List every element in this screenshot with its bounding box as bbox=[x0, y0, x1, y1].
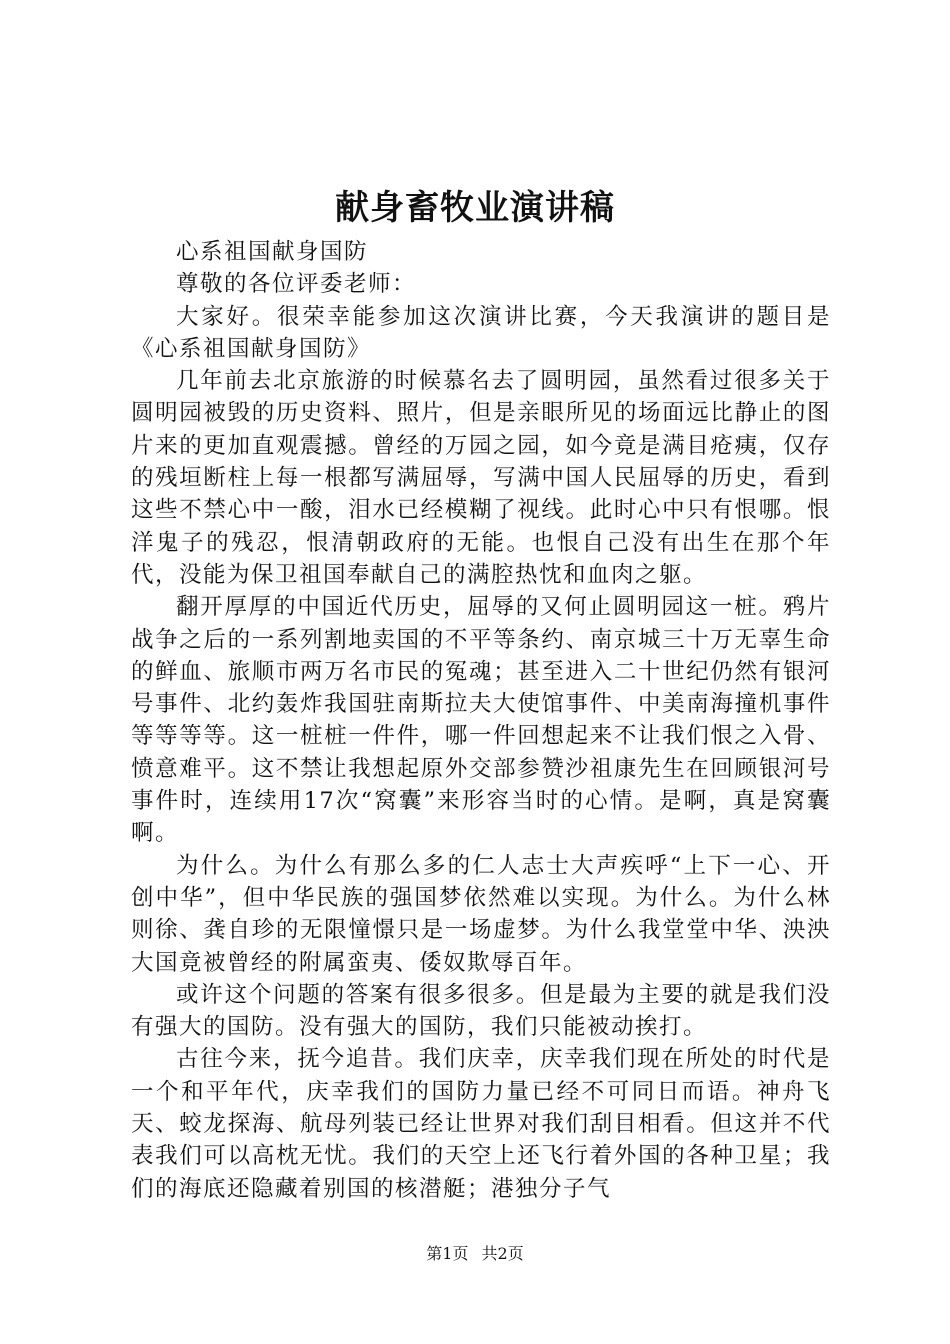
paragraph-yuanmingyuan: 几年前去北京旅游的时候慕名去了圆明园，虽然看过很多关于圆明园被毁的历史资料、照片，但是亲眼所见的场面远比静止的图片来的更加直观震撼。曾经的万园之园，如今竟是满目疮痍，仅存的残垣断柱上每一根都写满屈辱，写满中国人民屈辱的历史，看到这些不禁心中一酸，泪水已经模糊了视线。此时心中只有恨哪。恨洋鬼子的残忍，恨清朝政府的无能。也恨自己没有出生在那个年代，没能为保卫祖国奉献自己的满腔热忱和血肉之躯。 bbox=[131, 368, 831, 588]
document-body bbox=[131, 236, 831, 1205]
page-number: 第1页 bbox=[426, 1244, 469, 1263]
paragraph-present: 古往今来，抚今追昔。我们庆幸，庆幸我们现在所处的时代是一个和平年代，庆幸我们的国防力量已经不可同日而语。神舟飞天、蛟龙探海、航母列装已经让世界对我们刮目相看。但这并不代表我们可以高枕无忧。我们的天空上还飞行着外国的各种卫星；我们的海底还隐藏着别国的核潜艇；港独分子气 bbox=[131, 1046, 831, 1202]
paragraph-why: 为什么。为什么有那么多的仁人志士大声疾呼“上下一心、开创中华”，但中华民族的强国梦依然难以实现。为什么。为什么林则徐、龚自珍的无限憧憬只是一场虚梦。为什么我堂堂中华、泱泱大国竟被曾经的附属蛮夷、倭奴欺辱百年。 bbox=[131, 852, 831, 976]
paragraph-history: 翻开厚厚的中国近代历史，屈辱的又何止圆明园这一桩。鸦片战争之后的一系列割地卖国的不平等条约、南京城三十万无辜生命的鲜血、旅顺市两万名市民的冤魂；甚至进入二十世纪仍然有银河号事件、北约轰炸我国驻南斯拉夫大使馆事件、中美南海撞机事件等等等等。这一桩桩一件件，哪一件回想起来不让我们恨之入骨、愤意难平。这不禁让我想起原外交部参赞沙祖康先生在回顾银河号事件时，连续用17次“窝囊”来形容当时的心情。是啊，真是窝囊啊。 bbox=[131, 594, 831, 847]
paragraph-intro: 大家好。很荣幸能参加这次演讲比赛，今天我演讲的题目是《心系祖国献身国防》 bbox=[131, 303, 831, 362]
page-footer bbox=[0, 1242, 950, 1266]
paragraph-answer: 或许这个问题的答案有很多很多。但是最为主要的就是我们没有强大的国防。没有强大的国防，我们只能被动挨打。 bbox=[131, 981, 831, 1041]
page-total: 共2页 bbox=[481, 1244, 524, 1263]
paragraph-salutation: 尊敬的各位评委老师： bbox=[176, 271, 417, 298]
paragraph-subtitle: 心系祖国献身国防 bbox=[176, 239, 369, 265]
document-title: 献身畜牧业演讲稿 bbox=[335, 188, 615, 228]
